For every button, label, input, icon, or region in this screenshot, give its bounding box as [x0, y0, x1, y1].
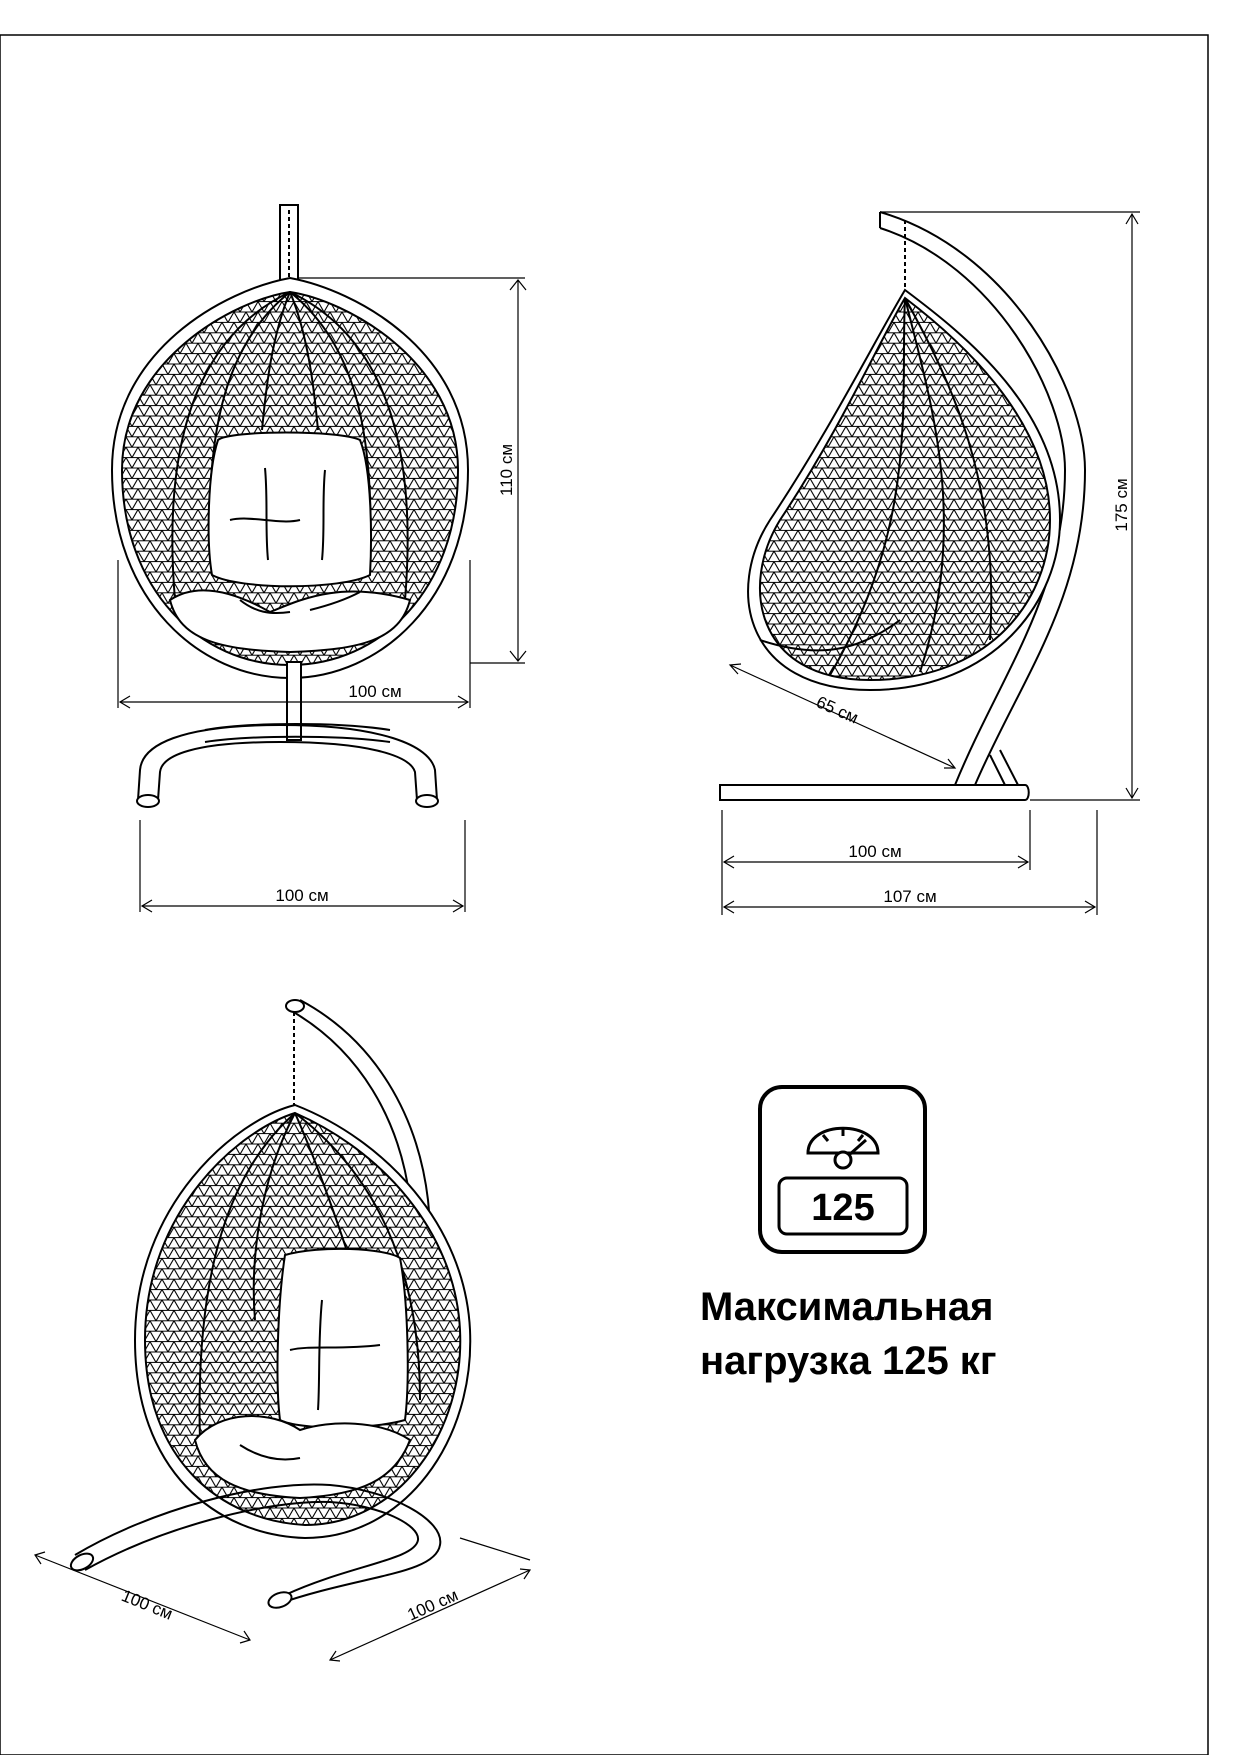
page-frame — [0, 35, 1208, 1755]
max-load-caption — [700, 1280, 1120, 1388]
side-base-length-label: 100 см — [848, 842, 902, 861]
max-load-badge — [760, 1087, 925, 1252]
load-badge-value: 125 — [811, 1187, 875, 1229]
max-load-line1: Максимальная — [700, 1285, 994, 1329]
front-view — [100, 205, 480, 807]
perspective-view — [68, 1000, 480, 1611]
side-total-height-label: 175 см — [1112, 478, 1131, 532]
front-height-label: 110 см — [497, 443, 516, 497]
max-load-line2: нагрузка 125 кг — [700, 1339, 997, 1383]
side-depth-label: 65 см — [813, 692, 862, 728]
front-width-label: 100 см — [348, 682, 402, 701]
side-total-length-label: 107 см — [883, 887, 937, 906]
perspective-leg-right-label: 100 см — [404, 1585, 461, 1625]
side-view — [720, 212, 1085, 800]
front-base-width-label: 100 см — [275, 886, 329, 905]
perspective-leg-left-label: 100 см — [118, 1586, 176, 1624]
